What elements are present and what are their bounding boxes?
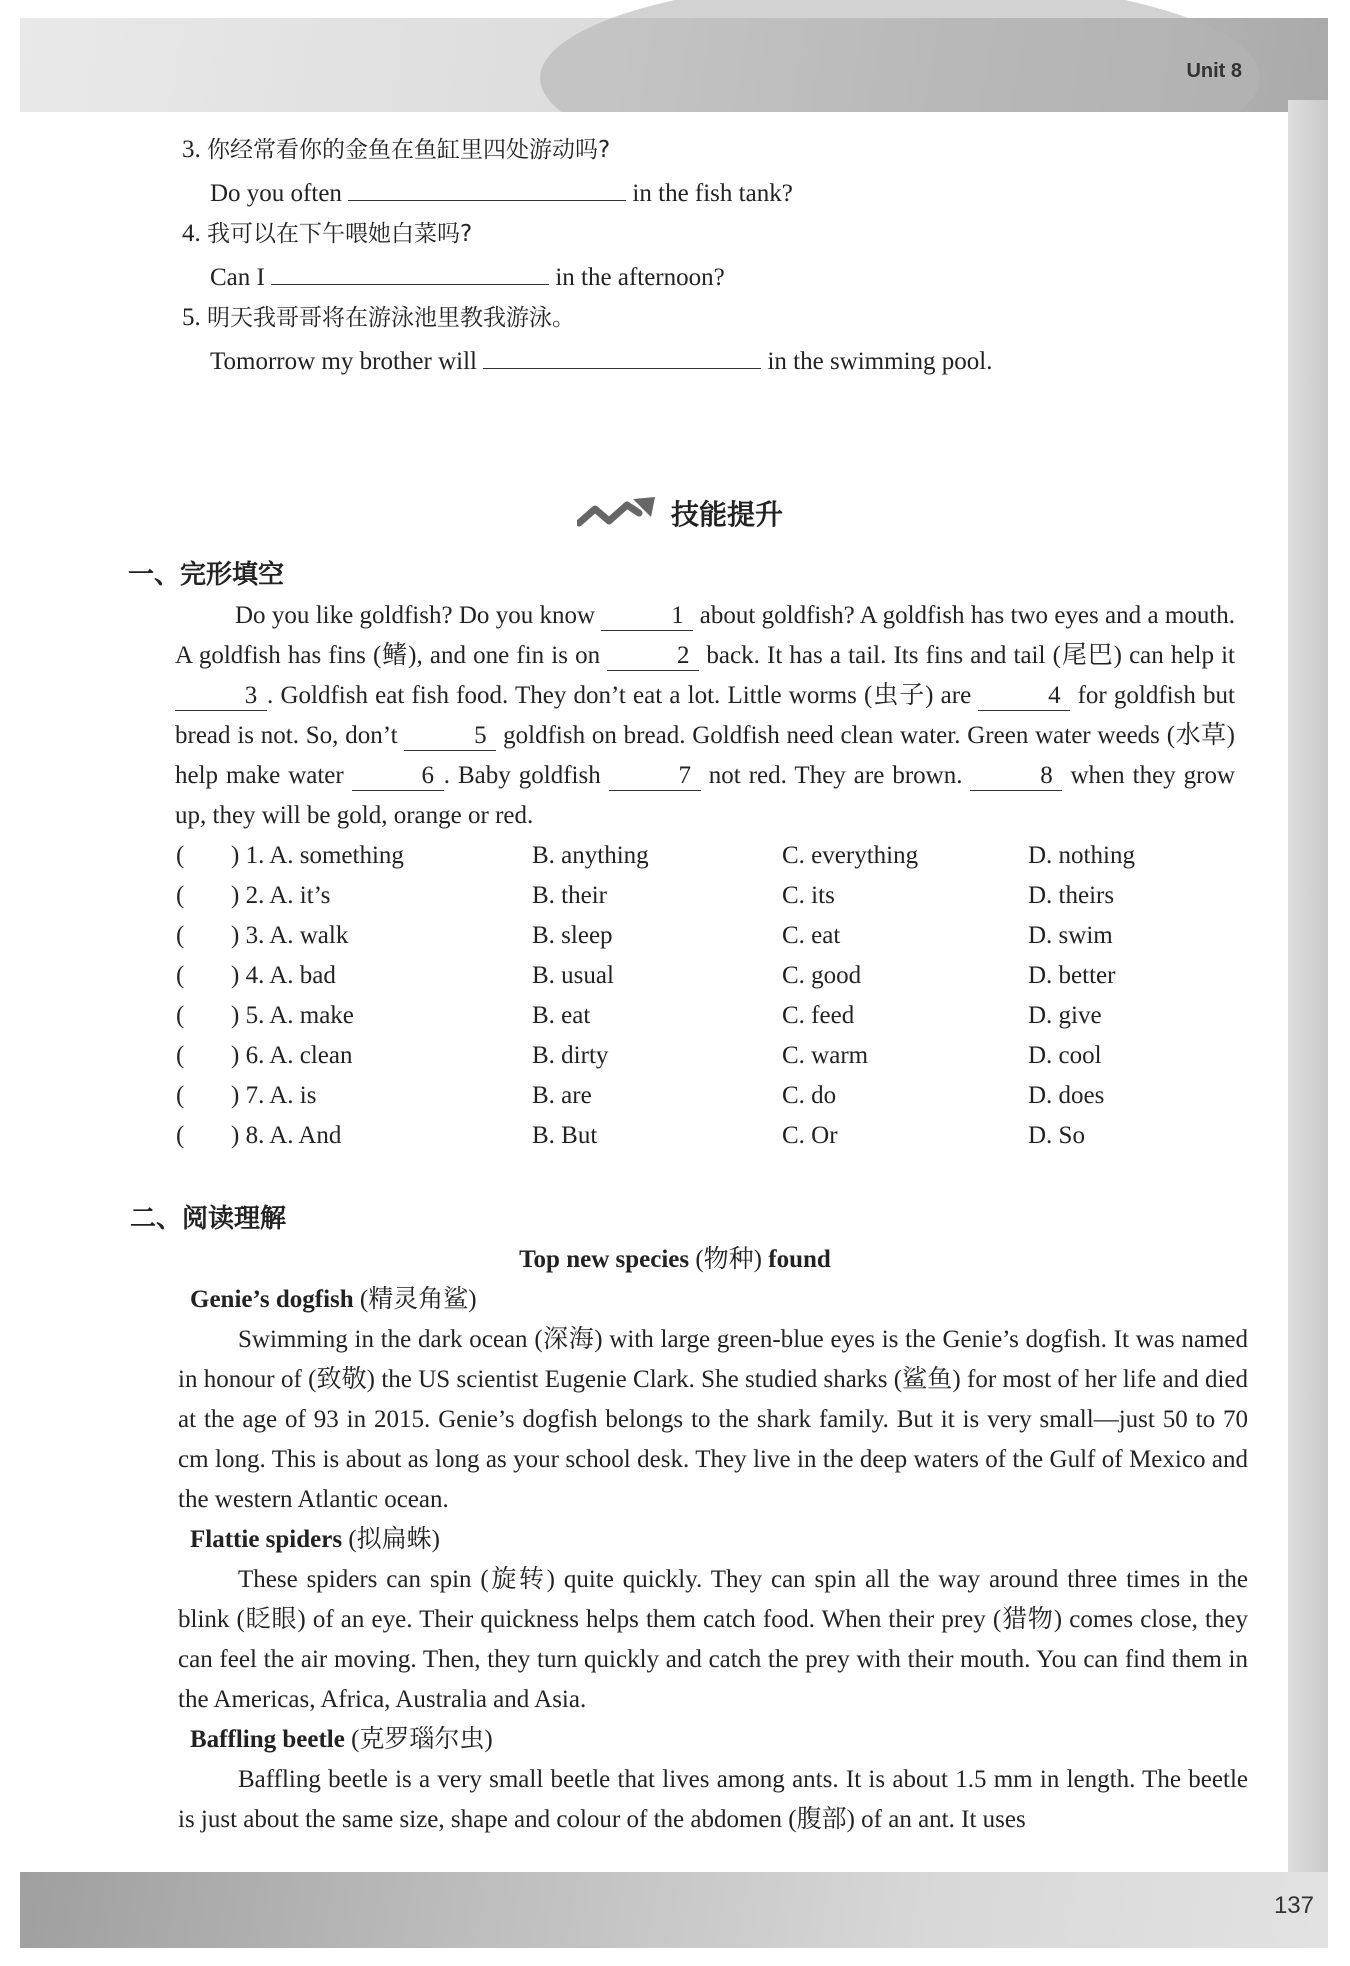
- species-heading: [178, 1280, 1248, 1320]
- option-a: ) 5. A. make: [231, 1002, 354, 1029]
- option-b: B. sleep: [532, 922, 613, 949]
- option-d: D. nothing: [1028, 842, 1135, 869]
- passage-text: . Goldfish eat fish food. They don’t eat a lot. Little worms (虫子) are: [267, 682, 972, 709]
- option-a: ) 6. A. clean: [231, 1042, 353, 1069]
- option-d: D. So: [1028, 1122, 1085, 1149]
- option-a: ) 8. A. And: [231, 1122, 342, 1149]
- option-a: ) 2. A. it’s: [231, 882, 331, 909]
- option-a: ) 1. A. something: [231, 842, 404, 869]
- answer-blank[interactable]: [483, 344, 761, 369]
- species-name: Genie’s dogfish: [190, 1286, 354, 1313]
- option-c: C. eat: [782, 922, 841, 949]
- chinese-sentence: 明天我哥哥将在游泳池里教我游泳。: [207, 305, 575, 331]
- option-c: C. do: [782, 1082, 837, 1109]
- option-b: B. But: [532, 1122, 598, 1149]
- option-d: D. better: [1028, 962, 1116, 989]
- cloze-blank-6[interactable]: 6: [352, 762, 444, 791]
- page-top-band: [20, 18, 1328, 118]
- option-b: B. eat: [532, 1002, 591, 1029]
- cloze-blank-5[interactable]: 5: [404, 722, 496, 751]
- chinese-sentence: 我可以在下午喂她白菜吗?: [207, 221, 473, 247]
- option-b: B. their: [532, 882, 607, 909]
- answer-paren[interactable]: (: [176, 1082, 185, 1109]
- sentence-start: Tomorrow my brother will: [210, 348, 477, 375]
- answer-paren[interactable]: (: [176, 1042, 185, 1069]
- translation-item-5-prompt: [182, 302, 575, 334]
- passage-text: back. It has a tail. Its fins and tail (尾巴) can help it: [706, 642, 1236, 669]
- title-text: Top new species: [519, 1246, 690, 1273]
- cloze-blank-4[interactable]: 4: [978, 682, 1070, 711]
- page-right-band: [1288, 100, 1328, 1880]
- sentence-start: Can I: [210, 264, 265, 291]
- cloze-blank-3[interactable]: 3: [175, 682, 267, 711]
- cloze-question-row: [176, 1116, 1176, 1156]
- passage-text: not red. They are brown.: [708, 762, 963, 789]
- species-name-chinese: (拟扁蛛): [348, 1526, 440, 1553]
- item-number: 4.: [182, 220, 201, 247]
- passage-text: . Baby goldfish: [443, 762, 601, 789]
- passage-text: about goldfish? A goldfish has two eyes and a mouth. A goldfish has fins (鳍), and one fin is on: [175, 602, 1236, 669]
- translation-item-4-prompt: [182, 218, 472, 250]
- option-d: D. does: [1028, 1082, 1105, 1109]
- species-paragraph: These spiders can spin (旋转) quite quickly. They can spin all the way around three times in the blink (眨眼) of an eye. Their quickness helps them catch food. When their prey (猎物) comes close, they can feel the air moving. Then, they turn quickly and catch the prey with their mouth. You can find them in the Americas, Africa, Australia and Asia.: [178, 1566, 1248, 1713]
- answer-blank[interactable]: [348, 176, 626, 201]
- cloze-heading: 一、完形填空: [128, 560, 285, 590]
- passage-text: Do you like goldfish? Do you know: [235, 602, 596, 629]
- option-c: C. warm: [782, 1042, 869, 1069]
- skills-heading: [577, 488, 783, 538]
- page-bottom-band: [20, 1872, 1328, 1948]
- item-number: 5.: [182, 304, 201, 331]
- species-name: Baffling beetle: [190, 1726, 345, 1753]
- translation-item-5-answer: [210, 344, 992, 378]
- option-c: C. Or: [782, 1122, 838, 1149]
- option-d: D. theirs: [1028, 882, 1115, 909]
- trend-arrow-icon: [577, 495, 657, 531]
- answer-paren[interactable]: (: [176, 922, 185, 949]
- page-number: 137: [1273, 1892, 1314, 1919]
- cloze-passage: [175, 596, 1235, 836]
- passage-text: when they grow up, they will be gold, orange or red.: [175, 762, 1236, 829]
- answer-paren[interactable]: (: [176, 882, 185, 909]
- title-text: found: [768, 1246, 831, 1273]
- cloze-question-row: [176, 1076, 1176, 1116]
- option-b: B. usual: [532, 962, 614, 989]
- translation-item-3-answer: [210, 176, 793, 210]
- option-a: ) 3. A. walk: [231, 922, 349, 949]
- item-number: 3.: [182, 136, 201, 163]
- option-a: ) 7. A. is: [231, 1082, 317, 1109]
- sentence-end: in the afternoon?: [555, 264, 725, 291]
- answer-blank[interactable]: [271, 260, 549, 285]
- option-c: C. everything: [782, 842, 919, 869]
- reading-title: [0, 1240, 1350, 1280]
- passage-text: for goldfish but bread is not. So, don’t: [175, 682, 1235, 749]
- sentence-end: in the fish tank?: [632, 180, 793, 207]
- answer-paren[interactable]: (: [176, 962, 185, 989]
- answer-paren[interactable]: (: [176, 1122, 185, 1149]
- species-heading: [178, 1520, 1248, 1560]
- translation-item-4-answer: [210, 260, 725, 294]
- option-a: ) 4. A. bad: [231, 962, 336, 989]
- sentence-start: Do you often: [210, 180, 342, 207]
- cloze-question-row: [176, 956, 1176, 996]
- unit-label: Unit 8: [1186, 60, 1242, 82]
- cloze-question-row: [176, 836, 1176, 876]
- species-heading: [178, 1720, 1248, 1760]
- option-c: C. its: [782, 882, 835, 909]
- species-paragraph: Swimming in the dark ocean (深海) with large green-blue eyes is the Genie’s dogfish. It was named in honour of (致敬) the US scientist Eugenie Clark. She studied sharks (鲨鱼) for most of her life and died at the age of 93 in 2015. Genie’s dogfish belongs to the shark family. But it is very small—just 50 to 70 cm long. This is about as long as your school desk. They live in the deep waters of the Gulf of Mexico and the western Atlantic ocean.: [178, 1326, 1248, 1513]
- translation-item-3-prompt: [182, 134, 610, 166]
- option-b: B. are: [532, 1082, 592, 1109]
- answer-paren[interactable]: (: [176, 1002, 185, 1029]
- option-c: C. feed: [782, 1002, 855, 1029]
- cloze-question-row: [176, 996, 1176, 1036]
- chinese-sentence: 你经常看你的金鱼在鱼缸里四处游动吗?: [207, 137, 611, 163]
- reading-heading: 二、阅读理解: [130, 1204, 287, 1234]
- skills-title: 技能提升: [671, 498, 784, 531]
- option-b: B. dirty: [532, 1042, 609, 1069]
- species-paragraph: Baffling beetle is a very small beetle that lives among ants. It is about 1.5 mm in length. The beetle is just about the same size, shape and colour of the abdomen (腹部) of an ant. It uses: [178, 1766, 1248, 1833]
- cloze-blank-1[interactable]: 1: [601, 602, 693, 631]
- option-d: D. give: [1028, 1002, 1102, 1029]
- answer-paren[interactable]: (: [176, 842, 185, 869]
- species-name-chinese: (精灵角鲨): [359, 1286, 477, 1313]
- title-chinese: (物种): [695, 1246, 763, 1273]
- option-b: B. anything: [532, 842, 649, 869]
- sentence-end: in the swimming pool.: [767, 348, 993, 375]
- option-c: C. good: [782, 962, 862, 989]
- species-name: Flattie spiders: [190, 1526, 343, 1553]
- passage-text: goldfish on bread. Goldfish need clean water. Green water weeds (水草) help make water: [175, 722, 1235, 789]
- reading-passage: [178, 1280, 1248, 1840]
- cloze-question-row: [176, 876, 1176, 916]
- cloze-blank-2[interactable]: 2: [607, 642, 699, 671]
- cloze-question-row: [176, 1036, 1176, 1076]
- cloze-blank-8[interactable]: 8: [970, 762, 1062, 791]
- option-d: D. cool: [1028, 1042, 1102, 1069]
- species-name-chinese: (克罗瑙尔虫): [351, 1726, 493, 1753]
- cloze-blank-7[interactable]: 7: [609, 762, 701, 791]
- cloze-question-row: [176, 916, 1176, 956]
- option-d: D. swim: [1028, 922, 1113, 949]
